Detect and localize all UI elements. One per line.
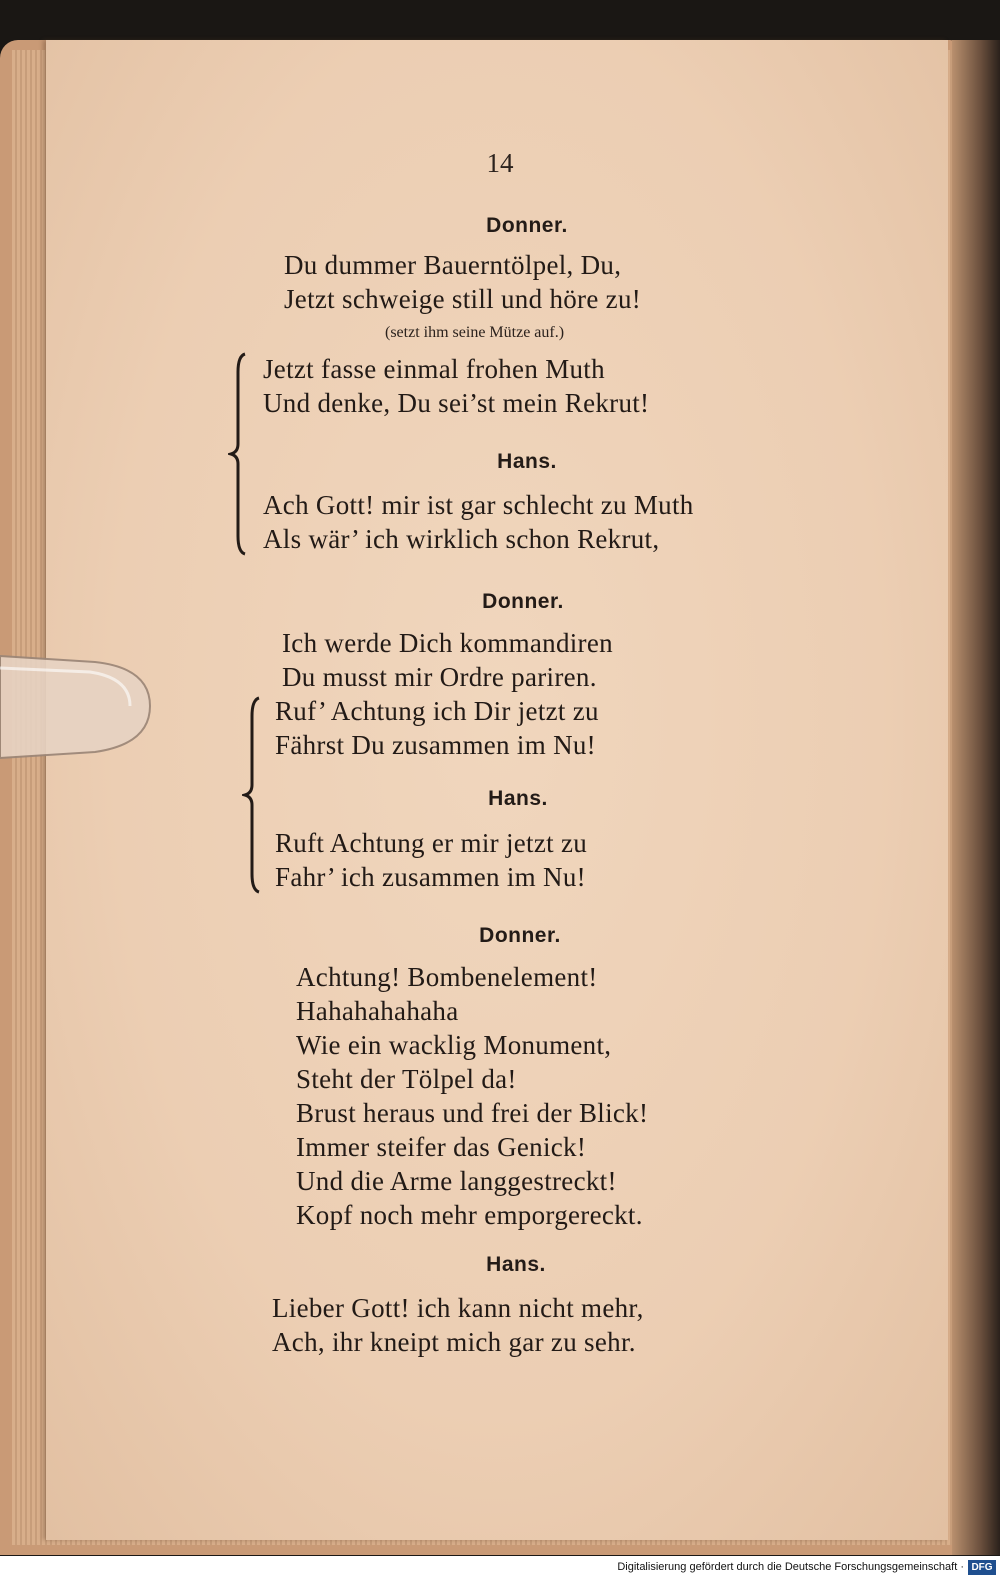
verse-line: Und denke, Du sei’st mein Rekrut!: [263, 388, 650, 418]
verse-line: Hahahahahaha: [296, 996, 459, 1026]
speaker-name: Hans.: [488, 787, 548, 810]
verse-block: [284, 248, 641, 316]
verse-line: Achtung! Bombenelement!: [296, 962, 598, 992]
verse-line: Ach Gott! mir ist gar schlecht zu Muth: [263, 490, 694, 520]
verse-block: [282, 626, 613, 694]
verse-block: [275, 694, 599, 762]
verse-line: Du musst mir Ordre pariren.: [282, 662, 597, 692]
stage-direction: (setzt ihm seine Mütze auf.): [385, 324, 565, 341]
verse-line: Und die Arme langgestreckt!: [296, 1166, 617, 1196]
verse-line: Kopf noch mehr emporgereckt.: [296, 1200, 643, 1230]
dfg-logo: DFG: [968, 1560, 996, 1575]
digitization-footer: [0, 1556, 1000, 1580]
verse-line: Lieber Gott! ich kann nicht mehr,: [272, 1293, 644, 1323]
verse-block: [263, 352, 649, 420]
brace-bracket: [228, 352, 250, 556]
verse-line: Immer steifer das Genick!: [296, 1132, 587, 1162]
speaker-name: Hans.: [497, 450, 557, 473]
verse-line: Jetzt fasse einmal frohen Muth: [263, 354, 605, 384]
verse-block: [296, 960, 648, 1232]
verse-block: [275, 826, 587, 894]
book-spine-edge: [952, 40, 1000, 1555]
verse-line: Brust heraus und frei der Blick!: [296, 1098, 649, 1128]
verse-line: Ich werde Dich kommandiren: [282, 628, 613, 658]
verse-line: Du dummer Bauerntölpel, Du,: [284, 250, 622, 280]
verse-line: Steht der Tölpel da!: [296, 1064, 517, 1094]
verse-line: Fahr’ ich zusammen im Nu!: [275, 862, 586, 892]
verse-line: Ach, ihr kneipt mich gar zu sehr.: [272, 1327, 636, 1357]
verse-line: Ruf’ Achtung ich Dir jetzt zu: [275, 696, 599, 726]
verse-line: Fährst Du zusammen im Nu!: [275, 730, 596, 760]
verse-line: Jetzt schweige still und höre zu!: [284, 284, 642, 314]
verse-line: Wie ein wacklig Monument,: [296, 1030, 612, 1060]
footer-credit: Digitalisierung gefördert durch die Deutsche Forschungsgemeinschaft ·: [617, 1561, 964, 1573]
verse-block: [263, 488, 694, 556]
speaker-name: Hans.: [486, 1253, 546, 1276]
page-number: 14: [486, 148, 514, 178]
verse-line: Als wär’ ich wirklich schon Rekrut,: [263, 524, 660, 554]
speaker-name: Donner.: [486, 214, 568, 237]
bookmark-clip: [0, 648, 155, 763]
verse-line: Ruft Achtung er mir jetzt zu: [275, 828, 588, 858]
speaker-name: Donner.: [479, 924, 561, 947]
verse-block: [272, 1291, 644, 1359]
speaker-name: Donner.: [482, 590, 564, 613]
brace-bracket: [242, 696, 264, 894]
